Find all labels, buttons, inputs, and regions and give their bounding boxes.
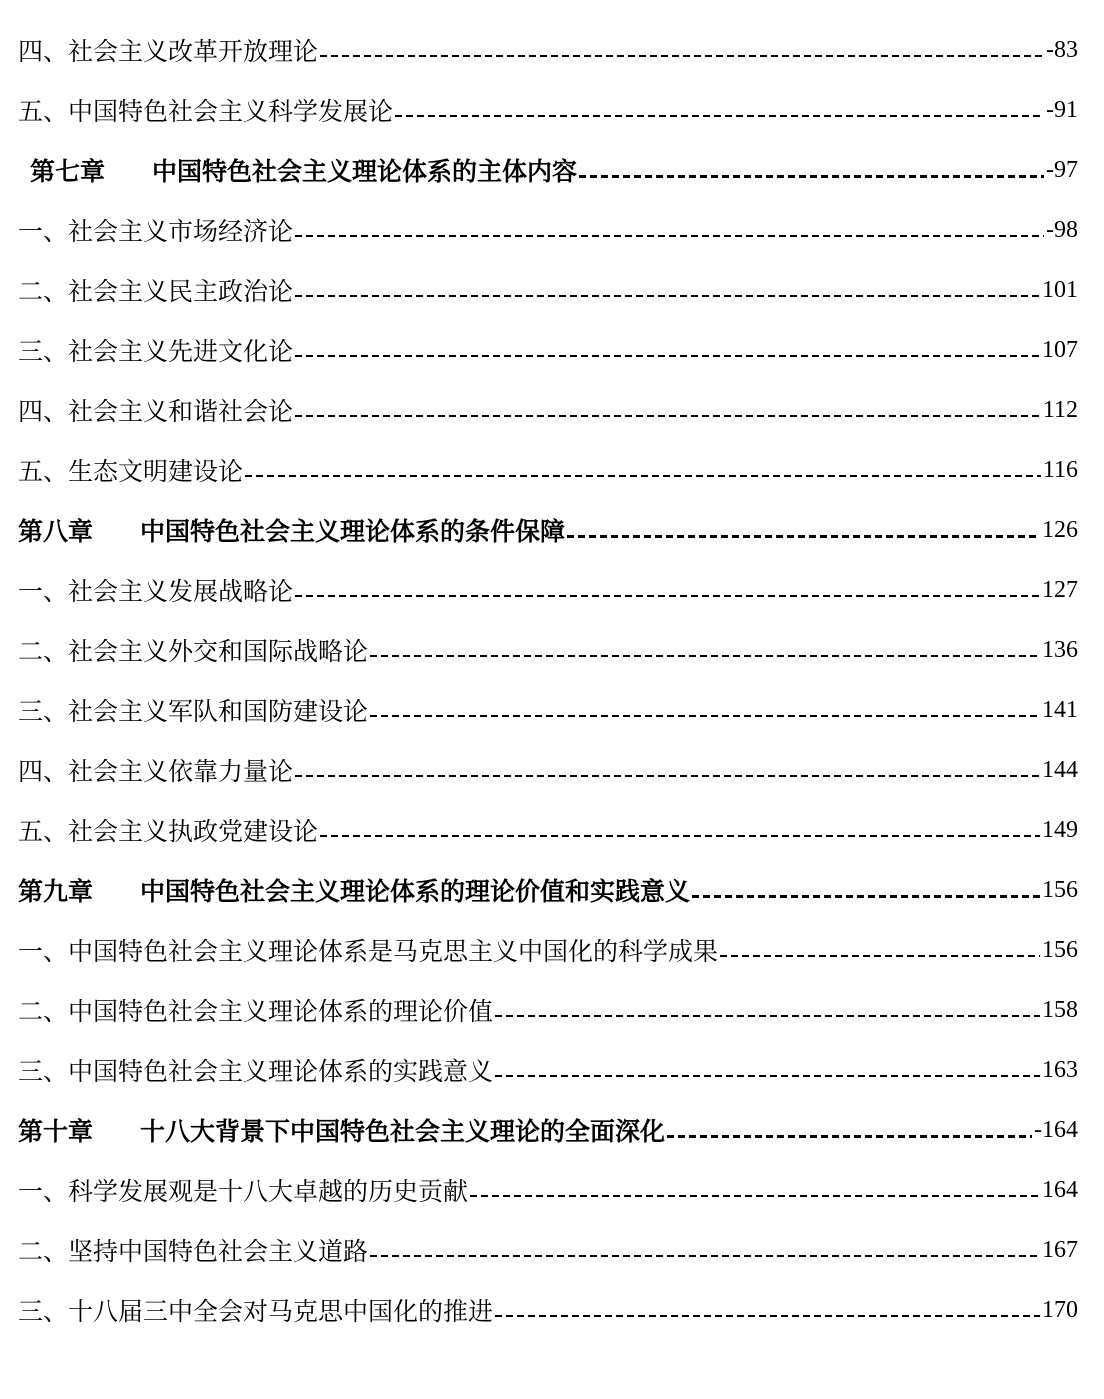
toc-entry[interactable] bbox=[18, 440, 1078, 500]
chapter-number: 第十章 bbox=[18, 1117, 94, 1146]
toc-entry-page: 127 bbox=[1042, 576, 1078, 603]
toc-chapter[interactable] bbox=[18, 140, 1078, 200]
toc-entry-title: 二、坚持中国特色社会主义道路 bbox=[18, 1237, 369, 1266]
toc-entry-page: 144 bbox=[1042, 756, 1078, 783]
dot-leader bbox=[470, 1195, 1040, 1197]
toc-entry[interactable] bbox=[18, 980, 1078, 1040]
toc-entry-page: 101 bbox=[1042, 276, 1078, 303]
dot-leader bbox=[567, 535, 1040, 538]
toc-entry[interactable] bbox=[18, 1040, 1078, 1100]
toc-entry-page: -91 bbox=[1046, 96, 1078, 123]
toc-entry-title: 一、社会主义发展战略论 bbox=[18, 577, 294, 606]
dot-leader bbox=[295, 235, 1044, 237]
toc-entry-page: 107 bbox=[1042, 336, 1078, 363]
toc-entry-title: 五、社会主义执政党建设论 bbox=[18, 817, 319, 846]
dot-leader bbox=[295, 595, 1040, 597]
toc-entry[interactable] bbox=[18, 920, 1078, 980]
toc-entry[interactable] bbox=[18, 200, 1078, 260]
toc-entry-title: 一、中国特色社会主义理论体系是马克思主义中国化的科学成果 bbox=[18, 937, 719, 966]
toc-chapter-page: -164 bbox=[1034, 1116, 1078, 1143]
chapter-title: 十八大背景下中国特色社会主义理论的全面深化 bbox=[140, 1117, 666, 1146]
toc-entry-title: 三、中国特色社会主义理论体系的实践意义 bbox=[18, 1057, 494, 1086]
toc-chapter-page: 126 bbox=[1042, 516, 1078, 543]
chapter-number: 第九章 bbox=[18, 877, 94, 906]
toc-entry-title: 二、社会主义民主政治论 bbox=[18, 277, 294, 306]
toc-entry-page: 136 bbox=[1042, 636, 1078, 663]
toc-entry-page: -83 bbox=[1046, 36, 1078, 63]
toc-entry[interactable] bbox=[18, 800, 1078, 860]
toc-chapter[interactable] bbox=[18, 500, 1078, 560]
dot-leader bbox=[495, 1015, 1040, 1017]
toc-entry[interactable] bbox=[18, 740, 1078, 800]
dot-leader bbox=[295, 295, 1040, 297]
toc-chapter-page: -97 bbox=[1046, 156, 1078, 183]
toc-entry-page: 156 bbox=[1042, 936, 1078, 963]
dot-leader bbox=[495, 1315, 1040, 1317]
toc-entry-page: 141 bbox=[1042, 696, 1078, 723]
dot-leader bbox=[295, 355, 1040, 357]
dot-leader bbox=[495, 1075, 1040, 1077]
dot-leader bbox=[295, 775, 1040, 777]
toc-chapter-title bbox=[18, 872, 690, 908]
toc-entry-title: 五、中国特色社会主义科学发展论 bbox=[18, 97, 394, 126]
dot-leader bbox=[370, 1255, 1040, 1257]
toc-entry-title: 三、社会主义先进文化论 bbox=[18, 337, 294, 366]
toc-entry-title: 二、社会主义外交和国际战略论 bbox=[18, 637, 369, 666]
dot-leader bbox=[579, 175, 1044, 178]
toc-entry[interactable] bbox=[18, 260, 1078, 320]
dot-leader bbox=[370, 655, 1040, 657]
dot-leader bbox=[245, 475, 1041, 477]
toc-entry-title: 四、社会主义和谐社会论 bbox=[18, 397, 294, 426]
toc-entry[interactable] bbox=[18, 380, 1078, 440]
toc-chapter[interactable] bbox=[18, 1100, 1078, 1160]
toc-entry-title: 二、中国特色社会主义理论体系的理论价值 bbox=[18, 997, 494, 1026]
dot-leader bbox=[667, 1135, 1032, 1138]
dot-leader bbox=[395, 115, 1044, 117]
toc-entry-page: 164 bbox=[1042, 1176, 1078, 1203]
toc-entry-page: 170 bbox=[1042, 1296, 1078, 1323]
toc-entry[interactable] bbox=[18, 1220, 1078, 1280]
chapter-title: 中国特色社会主义理论体系的条件保障 bbox=[140, 517, 566, 546]
toc-entry-page: 149 bbox=[1042, 816, 1078, 843]
chapter-title: 中国特色社会主义理论体系的主体内容 bbox=[152, 157, 578, 186]
toc-entry[interactable] bbox=[18, 1280, 1078, 1340]
dot-leader bbox=[720, 955, 1040, 957]
chapter-number: 第八章 bbox=[18, 517, 94, 546]
dot-leader bbox=[295, 415, 1041, 417]
toc-chapter-title bbox=[18, 512, 565, 548]
toc-entry-page: -98 bbox=[1046, 216, 1078, 243]
toc-entry-title: 三、社会主义军队和国防建设论 bbox=[18, 697, 369, 726]
dot-leader bbox=[370, 715, 1040, 717]
toc-entry-page: 163 bbox=[1042, 1056, 1078, 1083]
toc-entry-title: 三、十八届三中全会对马克思中国化的推进 bbox=[18, 1297, 494, 1326]
toc-entry-title: 一、科学发展观是十八大卓越的历史贡献 bbox=[18, 1177, 469, 1206]
toc-entry[interactable] bbox=[18, 560, 1078, 620]
toc-chapter-page: 156 bbox=[1042, 876, 1078, 903]
toc-chapter-title bbox=[18, 152, 577, 188]
toc-chapter[interactable] bbox=[18, 860, 1078, 920]
toc-entry[interactable] bbox=[18, 620, 1078, 680]
toc-entry[interactable] bbox=[18, 20, 1078, 80]
toc-entry[interactable] bbox=[18, 1160, 1078, 1220]
toc-entry-title: 五、生态文明建设论 bbox=[18, 457, 244, 486]
toc-entry-title: 一、社会主义市场经济论 bbox=[18, 217, 294, 246]
toc-entry[interactable] bbox=[18, 680, 1078, 740]
chapter-title: 中国特色社会主义理论体系的理论价值和实践意义 bbox=[140, 877, 691, 906]
toc-chapter-title bbox=[18, 1112, 665, 1148]
toc-entry-page: 112 bbox=[1042, 396, 1078, 423]
dot-leader bbox=[692, 895, 1040, 898]
toc-entry-page: 167 bbox=[1042, 1236, 1078, 1263]
table-of-contents bbox=[18, 20, 1078, 1340]
toc-entry[interactable] bbox=[18, 320, 1078, 380]
toc-entry-page: 158 bbox=[1042, 996, 1078, 1023]
chapter-number: 第七章 bbox=[30, 157, 106, 186]
toc-entry-page: 116 bbox=[1042, 456, 1078, 483]
toc-entry-title: 四、社会主义依靠力量论 bbox=[18, 757, 294, 786]
dot-leader bbox=[320, 835, 1040, 837]
toc-entry-title: 四、社会主义改革开放理论 bbox=[18, 37, 319, 66]
toc-entry[interactable] bbox=[18, 80, 1078, 140]
dot-leader bbox=[320, 55, 1044, 57]
